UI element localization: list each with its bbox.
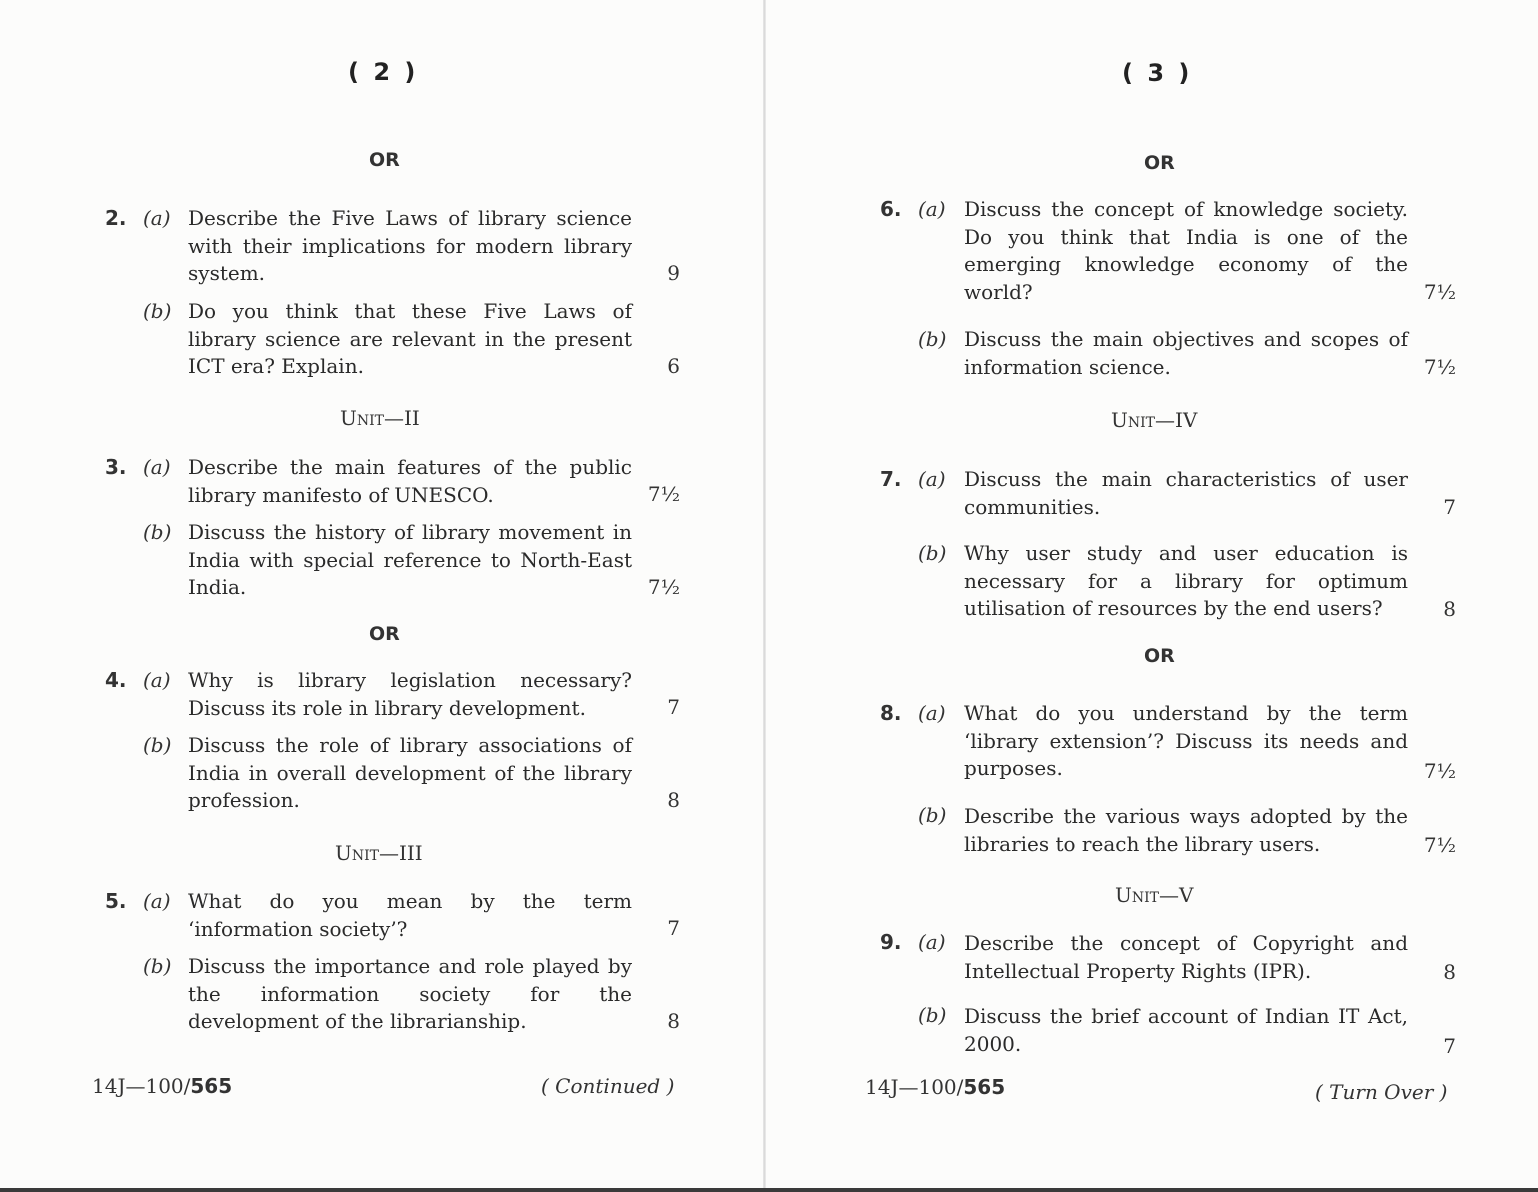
marks: 7 [1443,495,1456,519]
or-label: OR [1144,152,1175,174]
question-text: Discuss the main objectives and scopes of information science. [964,327,1408,379]
paper-code [865,1075,1005,1099]
part-label: (b) [918,541,947,565]
question-text: Discuss the main characteristics of user communities. [964,467,1408,519]
marks: 8 [1443,597,1456,621]
or-label: OR [1144,645,1175,667]
part-label: (b) [143,954,172,978]
question-number: 2. [105,206,127,230]
marks: 7 [667,916,680,940]
question-number: 4. [105,668,127,692]
marks: 7½ [1423,833,1456,857]
unit-heading: Unit—V [1115,883,1194,907]
or-label: OR [369,623,400,645]
part-label: (b) [143,520,172,544]
part-label: (b) [918,327,947,351]
marks: 8 [1443,960,1456,984]
marks: 7½ [1423,280,1456,304]
question-number: 7. [880,467,902,491]
question-number: 9. [880,930,902,954]
book-spine [763,0,766,1192]
page-number: ( 2 ) [348,58,419,86]
page-number: ( 3 ) [1122,59,1193,87]
continued-note: ( Continued ) [541,1074,675,1098]
marks: 9 [667,261,680,285]
question-text: Why is library legislation necessary? Discuss its role in library development. [188,668,632,720]
question-number: 8. [880,701,902,725]
marks: 6 [667,354,680,378]
marks: 7 [667,695,680,719]
question-text: Discuss the concept of knowledge society. Do you think that India is one of the emerging knowledge economy of the world? [964,197,1408,304]
question-text: Describe the main features of the public library manifesto of UNESCO. [188,455,632,507]
question-text: What do you mean by the term ‘information society’? [188,889,632,941]
question-text: Describe the Five Laws of library science with their implications for modern library system. [188,206,632,285]
question-text: Describe the concept of Copyright and Intellectual Property Rights (IPR). [964,931,1408,983]
part-label: (b) [918,1003,947,1027]
question-text: Describe the various ways adopted by the libraries to reach the library users. [964,804,1408,856]
question-text: Do you think that these Five Laws of library science are relevant in the present ICT era? Explain. [188,299,632,378]
paper-code-prefix: 14J—100/ [865,1075,964,1099]
question-number: 5. [105,889,127,913]
part-label: (a) [918,197,946,221]
right-page [766,0,1538,1192]
part-label: (a) [143,889,171,913]
unit-heading: Unit—III [335,841,423,865]
part-label: (b) [918,803,947,827]
question-text: Discuss the role of library associations of India in overall development of the library profession. [188,733,632,812]
unit-heading: Unit—IV [1111,408,1198,432]
part-label: (a) [143,668,171,692]
question-text: Discuss the importance and role played by the information society for the development of the librarianship. [188,954,632,1033]
part-label: (a) [143,455,171,479]
marks: 8 [667,1009,680,1033]
marks: 7 [1443,1034,1456,1058]
question-number: 6. [880,197,902,221]
question-text: Discuss the brief account of Indian IT Act, 2000. [964,1004,1408,1056]
part-label: (a) [918,701,946,725]
question-text: Discuss the history of library movement in India with special reference to North-East India. [188,520,632,599]
part-label: (b) [143,299,172,323]
unit-heading: Unit—II [340,406,420,430]
question-text: What do you understand by the term ‘library extension’? Discuss its needs and purposes. [964,701,1408,780]
scan-edge [0,1188,1538,1192]
marks: 7½ [1423,355,1456,379]
marks: 7½ [647,482,680,506]
turn-over-note: ( Turn Over ) [1315,1080,1448,1104]
marks: 7½ [647,575,680,599]
left-page [0,0,766,1192]
paper-code-prefix: 14J—100/ [92,1074,191,1098]
part-label: (a) [918,930,946,954]
marks: 8 [667,788,680,812]
paper-code [92,1074,232,1098]
or-label: OR [369,149,400,171]
part-label: (b) [143,733,172,757]
question-number: 3. [105,455,127,479]
paper-code-number: 565 [963,1075,1006,1099]
question-text: Why user study and user education is necessary for a library for optimum utilisation of resources by the end users? [964,541,1408,620]
part-label: (a) [918,467,946,491]
paper-code-number: 565 [190,1074,233,1098]
marks: 7½ [1423,759,1456,783]
part-label: (a) [143,206,171,230]
